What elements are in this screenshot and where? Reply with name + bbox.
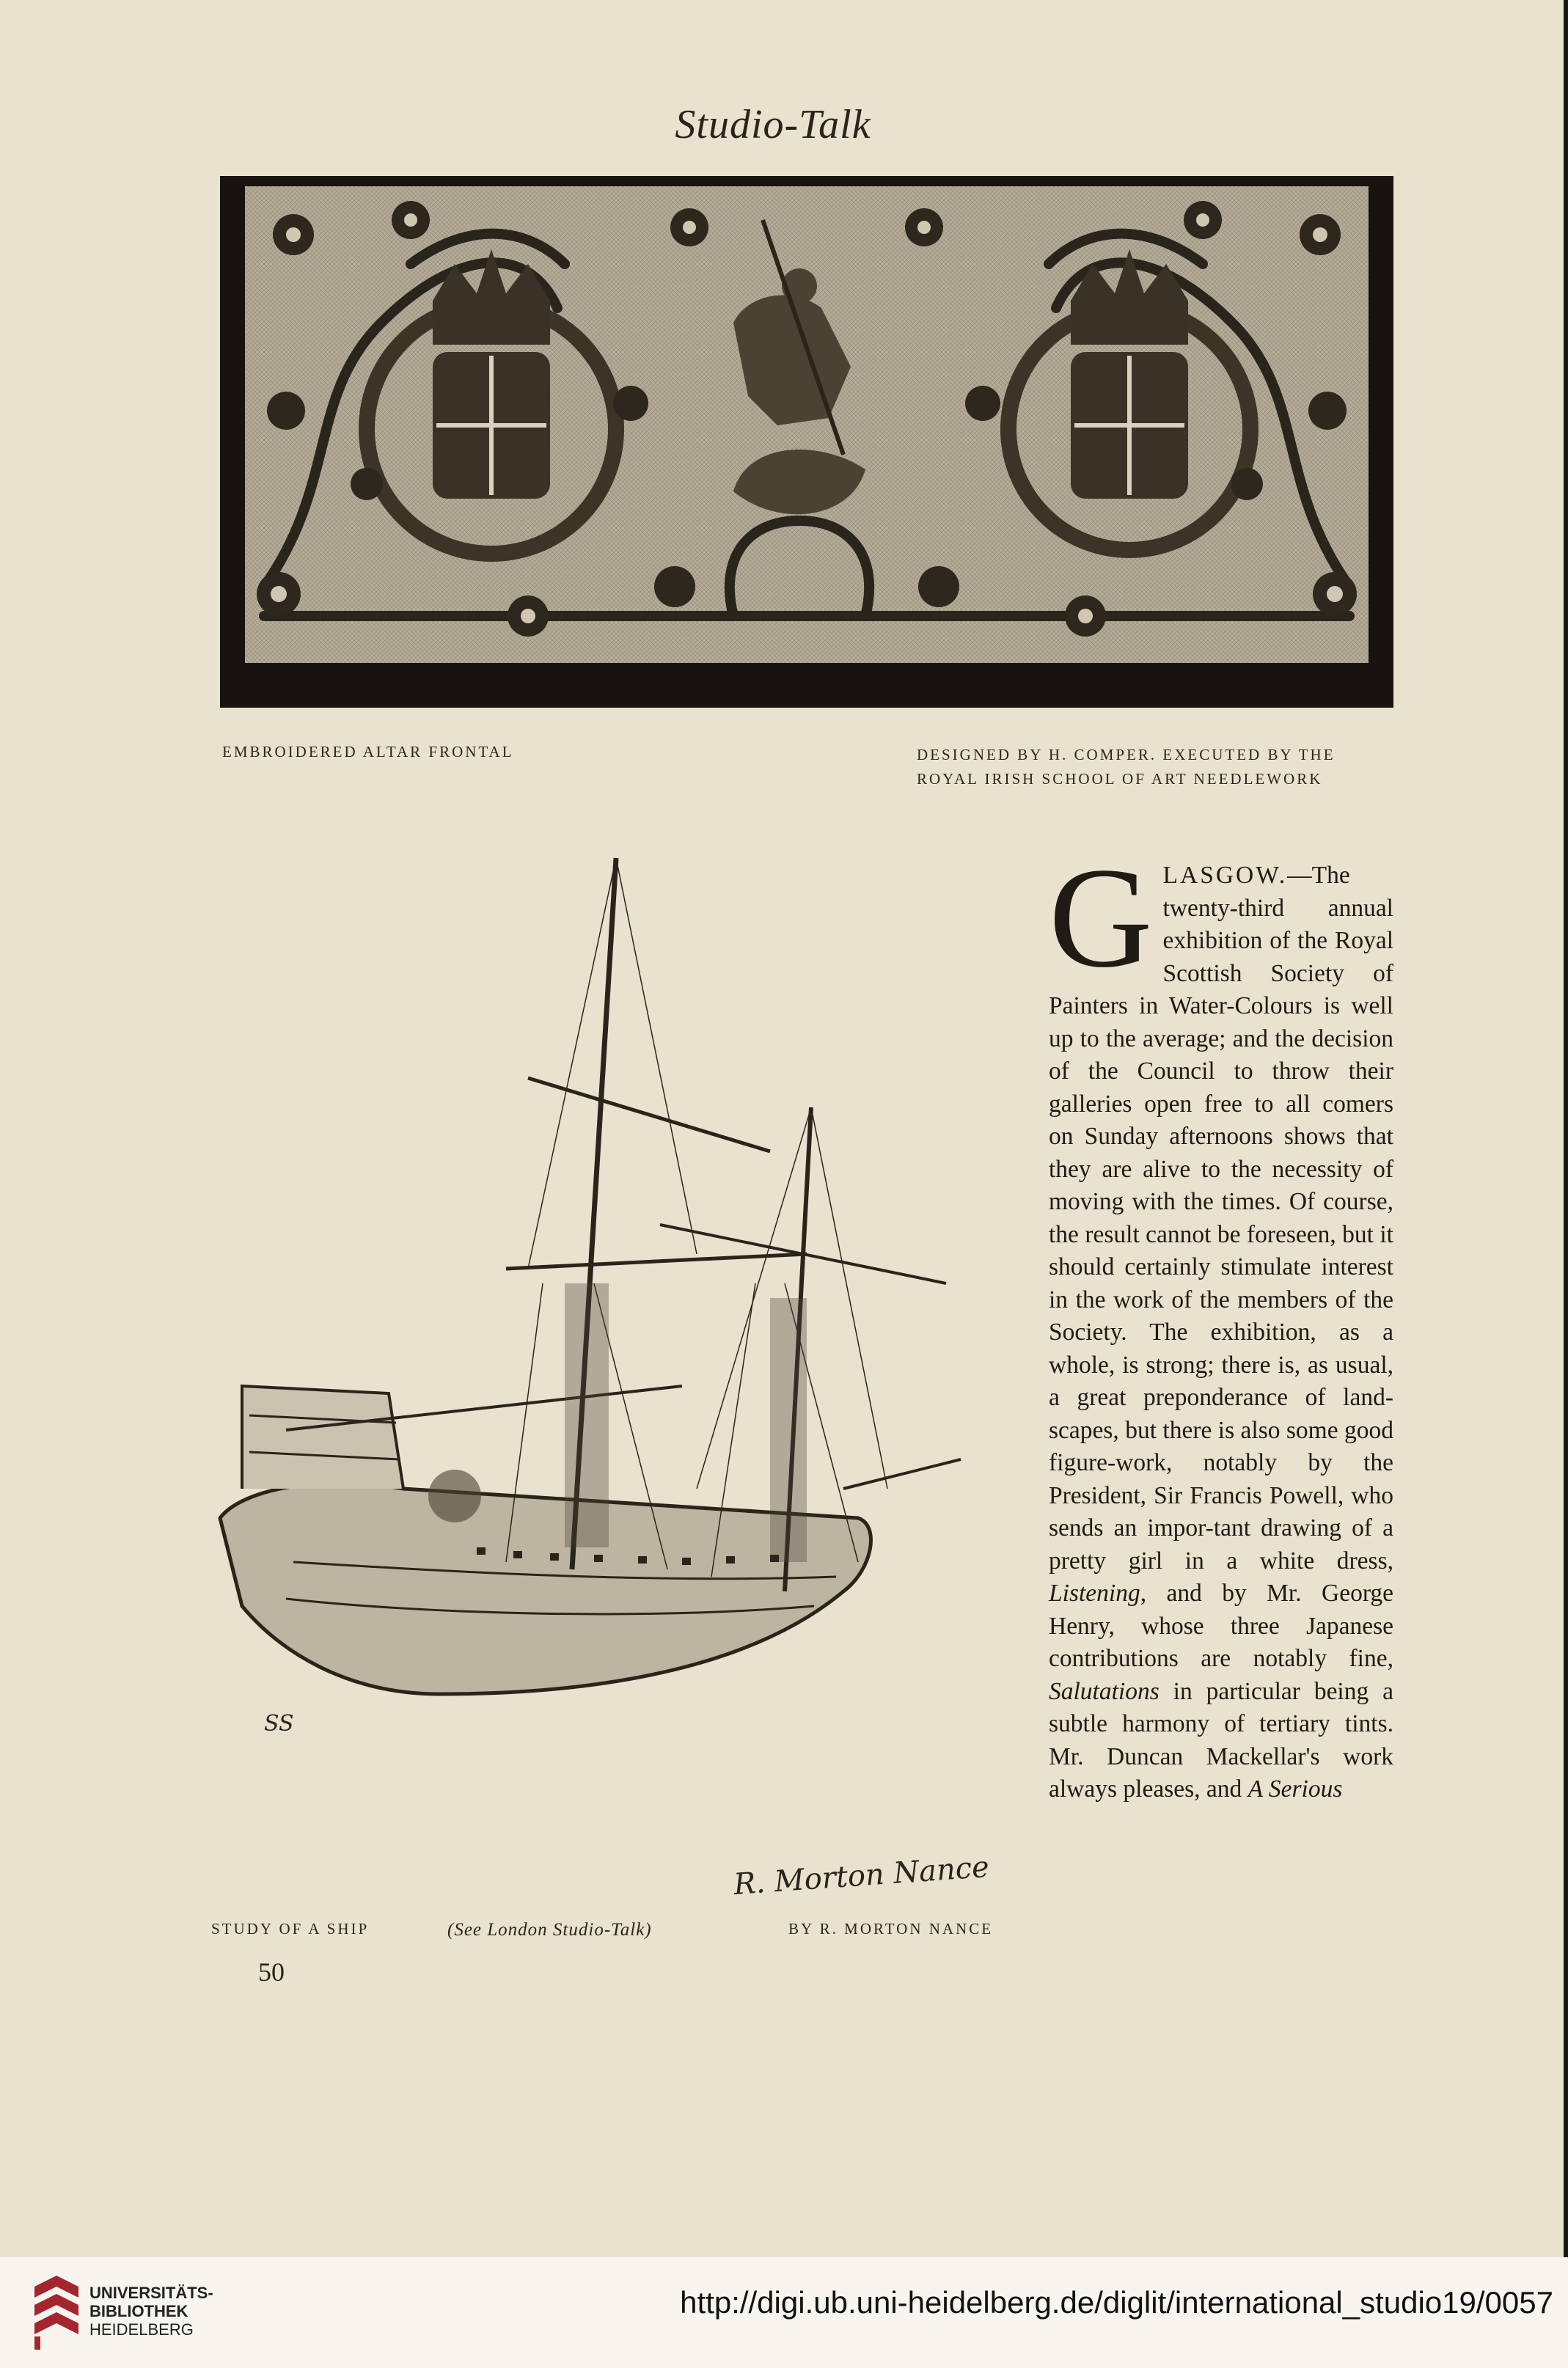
logo-line-2: BIBLIOTHEK [89,2302,188,2320]
article-text-segment: —The twenty-third annual exhibition of the Royal Scottish Society of Painters in Water-Colours is well up to the average; and the decision of the Council to throw their galleries open free to all comers on Sunday afternoons shows that they are alive to the necessity of moving with the times. Of course, the result cannot be foreseen, but it should certainly stimulate interest in the work of the members of the Society. The exhibition, as a whole, is strong; there is, as usual, a great preponderance of land-scapes, but there is also some good figure-work, notably by the President, Sir Francis Powell, who sends an impor-tant drawing of a pretty girl in a white dress, [1049,862,1393,1575]
running-head: Studio-Talk [675,102,871,147]
ship-caption-artist: BY R. MORTON NANCE [788,1920,994,1938]
article-text-column [1049,838,1393,1806]
page-number: 50 [258,1957,285,1987]
artwork-title-listening: Listening [1049,1580,1140,1607]
ship-monogram: SS [264,1711,294,1737]
frontal-credit-line2: ROYAL IRISH SCHOOL OF ART NEEDLEWORK [917,770,1323,788]
article-text-segment: , and by Mr. George Henry, whose three Japanese contributions are notably fine, [1049,1580,1393,1672]
logo-line-1: UNIVERSITÄTS- [89,2284,213,2302]
article-text-segment: in particular being a subtle harmony of tertiary tints. Mr. Duncan Mackellar's work always pleases, and [1049,1677,1393,1803]
library-logo-icon [31,2272,82,2353]
altar-frontal-illustration [220,176,1393,708]
ship-caption-reference: (See London Studio-Talk) [447,1920,652,1940]
ship-study-illustration [198,829,1027,1914]
frontal-caption-credit [917,743,1401,791]
logo-line-3: HEIDELBERG [89,2320,194,2339]
artwork-title-salutations: Salutations [1049,1677,1159,1705]
library-footer [0,2257,1568,2368]
ship-caption-title: STUDY OF A SHIP [211,1920,370,1938]
library-logo-text [89,2284,213,2339]
artwork-title-a-serious: A Serious [1248,1775,1343,1803]
artist-signature: R. Morton Nance [732,1850,991,1902]
source-url-link[interactable]: http://digi.ub.uni-heidelberg.de/diglit/international_studio19/0057 [680,2285,1553,2320]
frontal-caption-title: EMBROIDERED ALTAR FRONTAL [222,743,514,760]
drop-cap: G [1049,838,1153,997]
article-first-word: LASGOW. [1162,862,1288,889]
frontal-credit-line1: DESIGNED BY H. COMPER. EXECUTED BY THE [917,746,1336,763]
